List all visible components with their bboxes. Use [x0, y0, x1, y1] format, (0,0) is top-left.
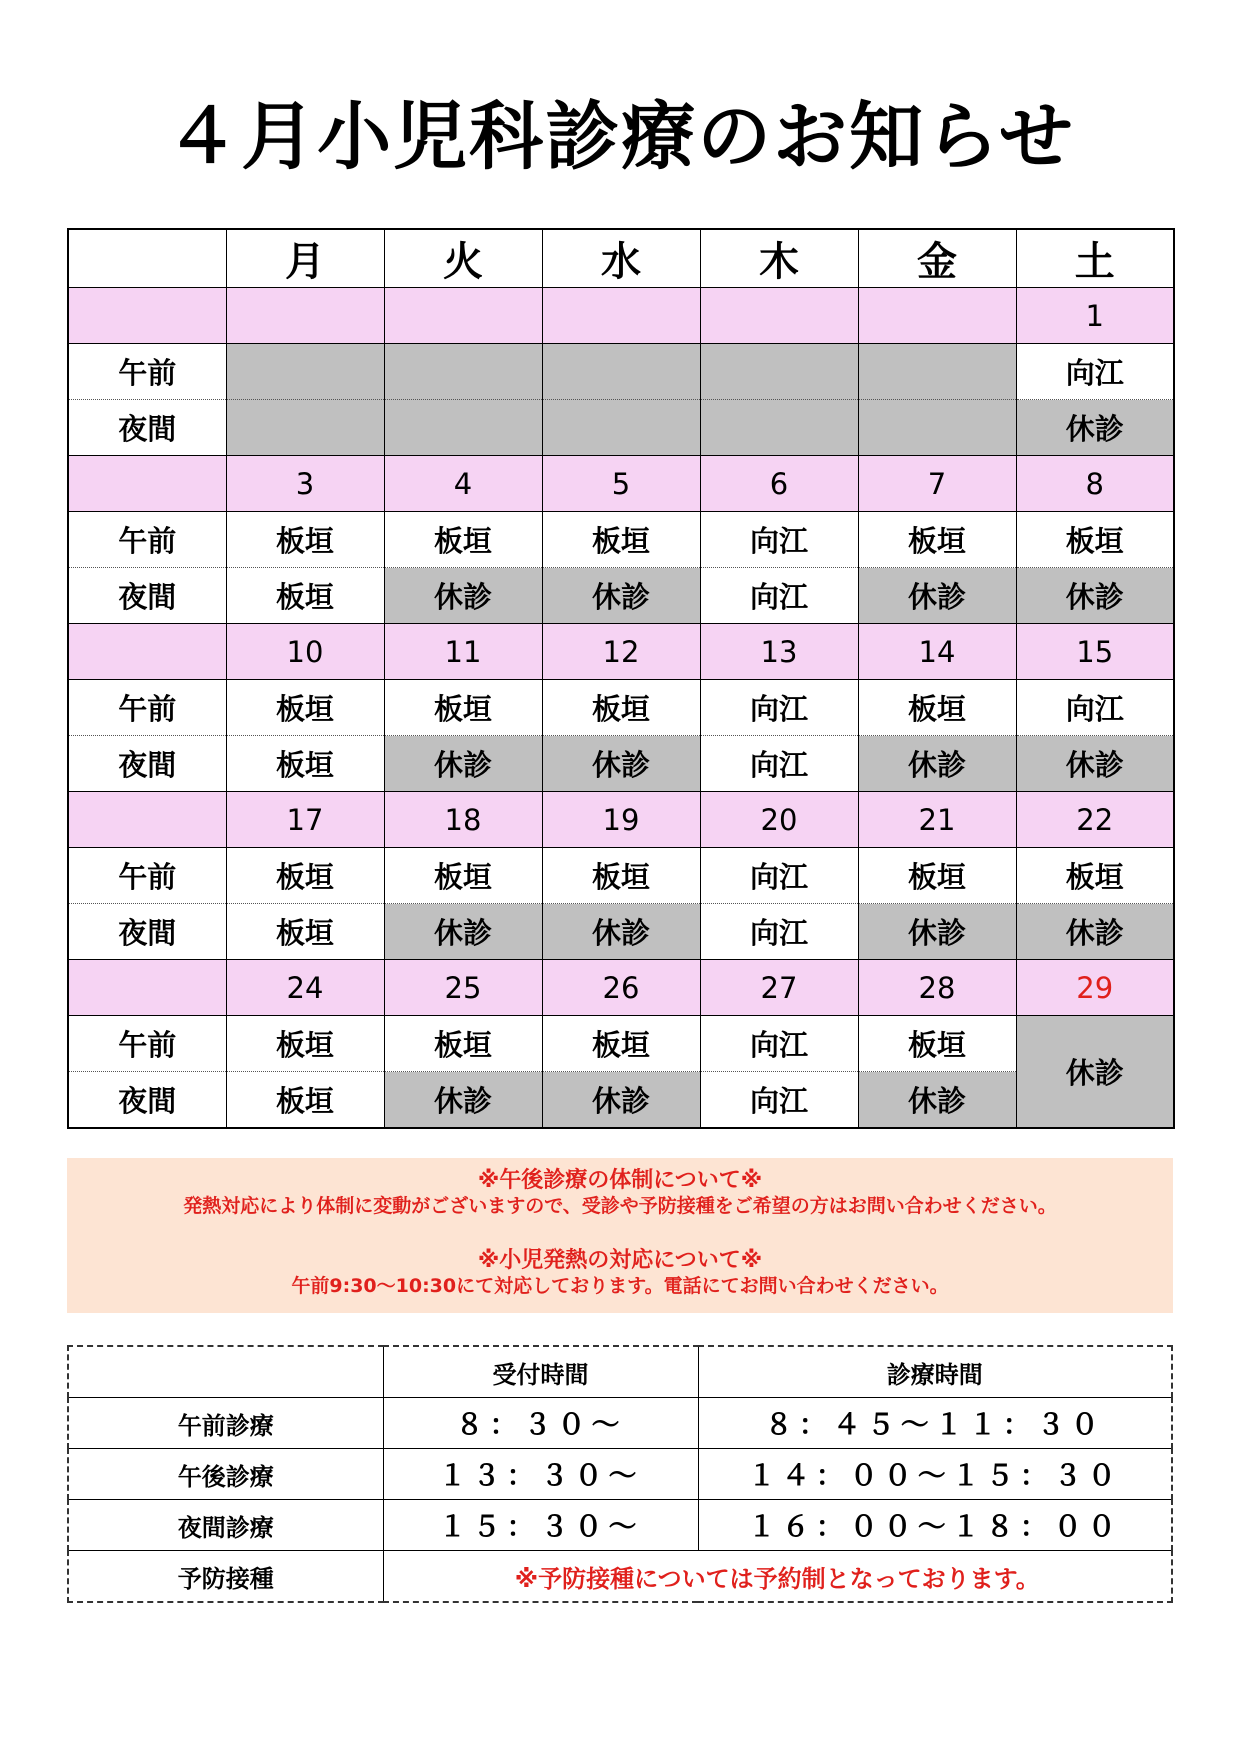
date-cell: 21: [858, 792, 1016, 848]
night-label: 夜間: [68, 568, 226, 624]
hours-header-row: [68, 1346, 1172, 1398]
hours-label: 夜間診療: [68, 1500, 383, 1551]
notice-heading-fever: ※小児発熱の対応について※: [477, 1248, 763, 1273]
date-cell: 14: [858, 624, 1016, 680]
date-row: [68, 624, 1174, 680]
vaccine-note: ※予防接種については予約制となっております。: [383, 1551, 1172, 1603]
doctor-cell: 板垣: [1016, 848, 1174, 904]
doctor-cell: 板垣: [226, 680, 384, 736]
consult-time: １４：００～１５：３０: [698, 1449, 1172, 1500]
doctor-cell: 向江: [1016, 344, 1174, 400]
doctor-cell: 板垣: [542, 848, 700, 904]
date-cell: [226, 288, 384, 344]
empty-cell: [226, 344, 384, 400]
doctor-cell: 向江: [1016, 680, 1174, 736]
hours-header-consult: 診療時間: [698, 1346, 1172, 1398]
closed-cell: 休診: [384, 1072, 542, 1129]
notice-box: [67, 1158, 1173, 1313]
date-row: [68, 288, 1174, 344]
empty-cell: [700, 344, 858, 400]
closed-cell: 休診: [858, 568, 1016, 624]
closed-cell: 休診: [542, 568, 700, 624]
night-label: 夜間: [68, 904, 226, 960]
doctor-cell: 向江: [700, 736, 858, 792]
page-title: ４月小児科診療のお知らせ: [165, 94, 1075, 180]
doctor-cell: 板垣: [858, 512, 1016, 568]
date-cell: 22: [1016, 792, 1174, 848]
doctor-cell: 向江: [700, 1016, 858, 1072]
hours-label: 午前診療: [68, 1398, 383, 1449]
night-label: 夜間: [68, 1072, 226, 1129]
doctor-cell: 板垣: [542, 1016, 700, 1072]
date-cell: 17: [226, 792, 384, 848]
weekday-tue: 火: [384, 229, 542, 288]
date-cell: 7: [858, 456, 1016, 512]
doctor-cell: 板垣: [226, 1016, 384, 1072]
closed-cell: 休診: [384, 736, 542, 792]
date-cell: 4: [384, 456, 542, 512]
empty-cell: [700, 400, 858, 456]
doctor-cell: 板垣: [226, 1072, 384, 1129]
date-row-label: [68, 792, 226, 848]
doctor-cell: 板垣: [226, 904, 384, 960]
closed-cell: 休診: [858, 736, 1016, 792]
doctor-cell: 板垣: [542, 512, 700, 568]
weekday-sat: 土: [1016, 229, 1174, 288]
hours-header-blank: [68, 1346, 383, 1398]
date-cell: 13: [700, 624, 858, 680]
doctor-cell: 板垣: [226, 736, 384, 792]
morning-label: 午前: [68, 848, 226, 904]
date-row-label: [68, 960, 226, 1016]
doctor-cell: 板垣: [1016, 512, 1174, 568]
date-cell: 18: [384, 792, 542, 848]
doctor-cell: 板垣: [226, 568, 384, 624]
date-cell: 11: [384, 624, 542, 680]
date-cell: 27: [700, 960, 858, 1016]
date-row: [68, 792, 1174, 848]
date-cell: 6: [700, 456, 858, 512]
hours-header-reception: 受付時間: [383, 1346, 698, 1398]
notice-text-afternoon: 発熱対応により体制に変動がございますので、受診や予防接種をご希望の方はお問い合わせください。: [183, 1195, 1057, 1217]
hours-label: 午後診療: [68, 1449, 383, 1500]
doctor-cell: 向江: [700, 568, 858, 624]
date-cell: 12: [542, 624, 700, 680]
date-cell: [542, 288, 700, 344]
reception-time: １３：３０～: [383, 1449, 698, 1500]
doctor-cell: 板垣: [542, 680, 700, 736]
date-cell: 29: [1016, 960, 1174, 1016]
date-cell: 25: [384, 960, 542, 1016]
night-row: [68, 736, 1174, 792]
hours-label: 予防接種: [68, 1551, 383, 1603]
doctor-cell: 向江: [700, 904, 858, 960]
doctor-cell: 板垣: [858, 680, 1016, 736]
doctor-cell: 向江: [700, 1072, 858, 1129]
doctor-cell: 向江: [700, 680, 858, 736]
doctor-cell: 板垣: [226, 512, 384, 568]
night-row: [68, 1072, 1174, 1129]
closed-cell: 休診: [858, 1072, 1016, 1129]
date-cell: 1: [1016, 288, 1174, 344]
doctor-cell: 板垣: [384, 1016, 542, 1072]
weekday-fri: 金: [858, 229, 1016, 288]
closed-cell: 休診: [1016, 1016, 1174, 1129]
date-cell: 3: [226, 456, 384, 512]
date-cell: 26: [542, 960, 700, 1016]
notice-text-fever: 午前9:30～10:30にて対応しております。電話にてお問い合わせください。: [291, 1275, 949, 1297]
date-row: [68, 960, 1174, 1016]
date-cell: 28: [858, 960, 1016, 1016]
morning-row: [68, 680, 1174, 736]
closed-cell: 休診: [1016, 904, 1174, 960]
date-cell: 5: [542, 456, 700, 512]
notice-heading-afternoon: ※午後診療の体制について※: [477, 1168, 763, 1193]
empty-cell: [542, 344, 700, 400]
doctor-cell: 板垣: [384, 680, 542, 736]
date-cell: 19: [542, 792, 700, 848]
hours-table: [67, 1345, 1173, 1603]
morning-row: [68, 344, 1174, 400]
morning-row: [68, 1016, 1174, 1072]
closed-cell: 休診: [384, 568, 542, 624]
empty-cell: [542, 400, 700, 456]
doctor-cell: 向江: [700, 848, 858, 904]
empty-cell: [858, 400, 1016, 456]
date-cell: [384, 288, 542, 344]
empty-cell: [226, 400, 384, 456]
night-label: 夜間: [68, 736, 226, 792]
morning-label: 午前: [68, 344, 226, 400]
morning-row: [68, 848, 1174, 904]
closed-cell: 休診: [1016, 736, 1174, 792]
date-cell: 10: [226, 624, 384, 680]
date-cell: [858, 288, 1016, 344]
doctor-cell: 板垣: [384, 512, 542, 568]
weekday-wed: 水: [542, 229, 700, 288]
hours-row-vaccine: [68, 1551, 1172, 1603]
weekday-thu: 木: [700, 229, 858, 288]
closed-cell: 休診: [542, 1072, 700, 1129]
empty-cell: [384, 344, 542, 400]
doctor-cell: 板垣: [384, 848, 542, 904]
night-row: [68, 568, 1174, 624]
weekday-mon: 月: [226, 229, 384, 288]
date-row-label: [68, 456, 226, 512]
morning-label: 午前: [68, 680, 226, 736]
closed-cell: 休診: [858, 904, 1016, 960]
closed-cell: 休診: [1016, 400, 1174, 456]
empty-cell: [384, 400, 542, 456]
date-row-label: [68, 624, 226, 680]
morning-label: 午前: [68, 512, 226, 568]
closed-cell: 休診: [1016, 568, 1174, 624]
hours-row-morning: [68, 1398, 1172, 1449]
date-cell: 24: [226, 960, 384, 1016]
corner-cell: [68, 229, 226, 288]
closed-cell: 休診: [384, 904, 542, 960]
consult-time: ８：４５～１１：３０: [698, 1398, 1172, 1449]
consult-time: １６：００～１８：００: [698, 1500, 1172, 1551]
schedule-calendar: [67, 228, 1175, 1129]
night-row: [68, 904, 1174, 960]
date-cell: 15: [1016, 624, 1174, 680]
hours-row-afternoon: [68, 1449, 1172, 1500]
empty-cell: [858, 344, 1016, 400]
closed-cell: 休診: [542, 904, 700, 960]
date-row-label: [68, 288, 226, 344]
date-cell: 20: [700, 792, 858, 848]
reception-time: ８：３０～: [383, 1398, 698, 1449]
morning-row: [68, 512, 1174, 568]
night-label: 夜間: [68, 400, 226, 456]
date-cell: 8: [1016, 456, 1174, 512]
doctor-cell: 板垣: [858, 1016, 1016, 1072]
hours-row-night: [68, 1500, 1172, 1551]
morning-label: 午前: [68, 1016, 226, 1072]
doctor-cell: 向江: [700, 512, 858, 568]
date-row: [68, 456, 1174, 512]
reception-time: １５：３０～: [383, 1500, 698, 1551]
weekday-header-row: [68, 229, 1174, 288]
date-cell: [700, 288, 858, 344]
doctor-cell: 板垣: [226, 848, 384, 904]
night-row: [68, 400, 1174, 456]
closed-cell: 休診: [542, 736, 700, 792]
doctor-cell: 板垣: [858, 848, 1016, 904]
